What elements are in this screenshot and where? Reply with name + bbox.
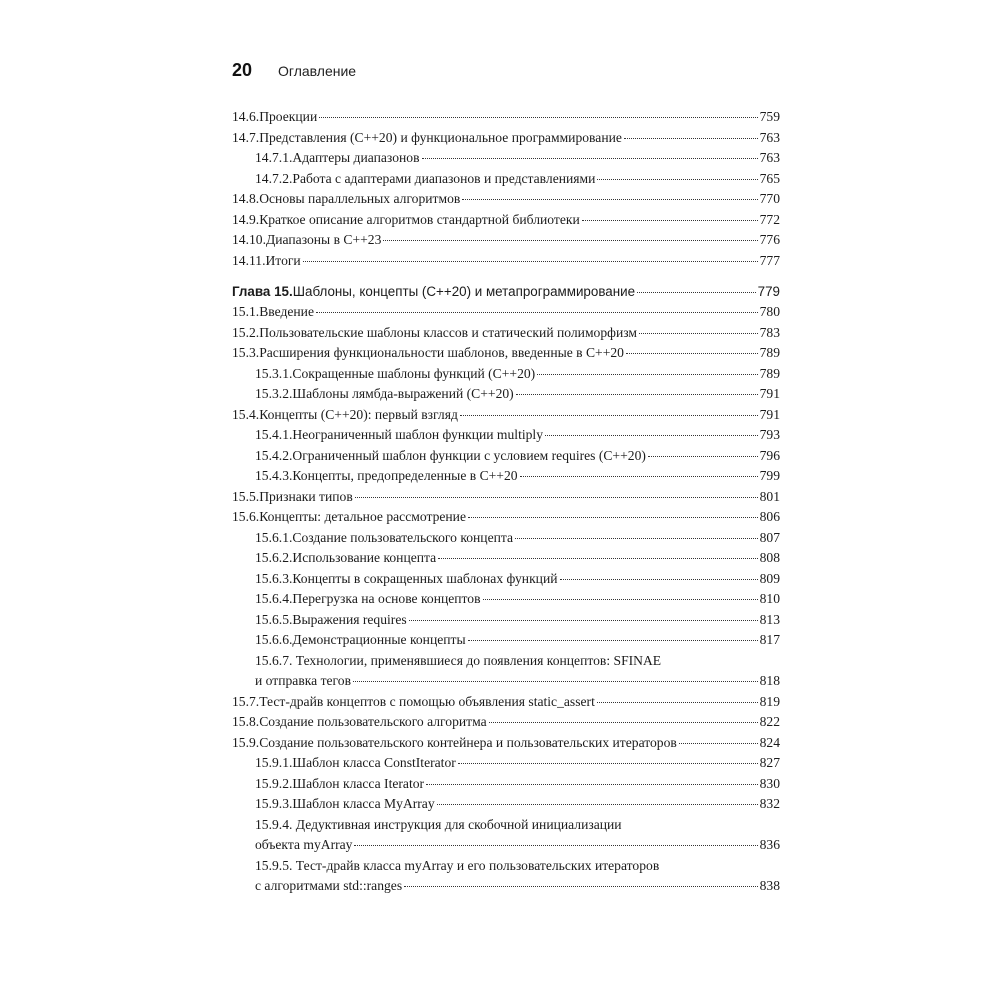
toc-entry-line	[232, 487, 780, 508]
dot-leader	[404, 885, 757, 887]
toc-entry-number: 15.9.2.	[255, 775, 293, 791]
toc-entry-number: 15.8.	[232, 714, 260, 729]
toc-entry-line	[232, 405, 780, 426]
toc-entry-page: 763	[759, 129, 780, 145]
toc-entry-number: 15.6.6.	[255, 632, 293, 647]
toc-entry-number: 15.2.	[232, 324, 260, 340]
toc-entry-title: Адаптеры диапазонов	[292, 150, 420, 165]
dot-leader	[458, 762, 758, 764]
toc-entry-line	[232, 323, 780, 344]
toc-entry-title: Создание пользовательского контейнера и пользовательских итераторов	[259, 734, 677, 750]
toc-entry	[232, 425, 780, 446]
toc-entry-page: 813	[759, 611, 780, 627]
toc-entry	[232, 364, 780, 385]
toc-entry-number: 15.5.	[232, 488, 260, 504]
dot-leader	[460, 414, 758, 416]
toc-entry-number: 15.9.3.	[255, 796, 293, 811]
toc-entry-first-line	[255, 651, 780, 672]
toc-entry-title: Шаблон класса ConstIterator	[292, 755, 456, 770]
toc-entry-number: 14.7.1.	[255, 150, 293, 165]
toc-entry-number: 15.4.	[232, 406, 260, 422]
toc-entry-title: Концепты, предопределенные в C++20	[292, 468, 518, 483]
toc-entry-title: Перегрузка на основе концептов	[292, 591, 481, 606]
dot-leader	[624, 137, 758, 139]
dot-leader	[319, 116, 757, 118]
toc-entry-title: Демонстрационные концепты	[292, 632, 466, 647]
toc-entry-line	[232, 733, 780, 754]
toc-entry	[232, 230, 780, 251]
toc-entry-title: Диапазоны в C++23	[265, 232, 382, 247]
toc-entry-line	[255, 364, 780, 385]
toc-entry-line	[232, 107, 780, 128]
toc-entry-number: 14.6.	[232, 109, 260, 124]
dot-leader	[355, 496, 758, 498]
toc-entry	[232, 569, 780, 590]
toc-entry-title: Использование концепта	[292, 550, 437, 565]
toc-entry-first-line	[255, 815, 780, 836]
toc-entry-line	[255, 569, 780, 590]
toc-entry-line	[255, 148, 780, 169]
toc-entry-page: 780	[759, 304, 780, 319]
toc-entry	[232, 610, 780, 631]
dot-leader	[316, 311, 758, 313]
toc-entry	[232, 107, 780, 128]
toc-entry-title: Основы параллельных алгоритмов	[259, 191, 461, 206]
toc-entry-line	[255, 835, 780, 856]
dot-leader	[468, 639, 758, 641]
toc-entry-title: Тест-драйв концептов с помощью объявления static_assert	[259, 693, 595, 709]
toc-entry	[232, 446, 780, 467]
toc-entry	[232, 251, 780, 272]
toc-entry	[232, 507, 780, 528]
toc-entry-title: Выражения requires	[292, 611, 407, 627]
dot-leader	[515, 537, 758, 539]
toc-entry	[232, 733, 780, 754]
toc-entry-page: 770	[759, 191, 780, 206]
dot-leader	[516, 393, 758, 395]
dot-leader	[639, 332, 758, 334]
toc-entry-line	[255, 169, 780, 190]
toc-entry-page: 791	[759, 406, 780, 422]
toc-entry-number: 15.3.2.	[255, 386, 293, 401]
toc-entry-line	[232, 230, 780, 251]
toc-entry-page: 827	[759, 755, 780, 770]
toc-entry-line	[232, 128, 780, 149]
dot-leader	[422, 157, 758, 159]
toc-entry-page: 810	[759, 591, 780, 606]
toc-entry-line	[232, 343, 780, 364]
toc-entry-line	[255, 671, 780, 692]
toc-entry-page: 793	[759, 427, 780, 442]
toc-entry-title: Шаблон класса MyArray	[292, 796, 435, 811]
toc-entry-title: Представления (C++20) и функциональное программирование	[259, 129, 622, 145]
toc-entry-number: 15.9.4.	[255, 816, 293, 832]
toc-entry	[232, 148, 780, 169]
toc-entry-title: Работа с адаптерами диапазонов и представлениями	[292, 170, 596, 186]
toc-entry-page: 832	[759, 796, 780, 811]
dot-leader	[483, 598, 758, 600]
toc-entry-line	[255, 548, 780, 569]
toc-entry-title: Концепты (C++20): первый взгляд	[259, 406, 458, 422]
toc-entry-number: 15.7.	[232, 693, 260, 709]
toc-entry	[232, 815, 780, 856]
toc-entry-title: Пользовательские шаблоны классов и статический полиморфизм	[259, 324, 637, 340]
toc-entry	[232, 405, 780, 426]
toc-entry-title: Сокращенные шаблоны функций (C++20)	[292, 365, 536, 381]
toc-entry	[232, 323, 780, 344]
toc-entry	[232, 169, 780, 190]
toc-entry-number: 15.1.	[232, 304, 260, 319]
toc-entry-page: 817	[759, 632, 780, 647]
dot-leader	[582, 219, 758, 221]
toc-entry	[232, 528, 780, 549]
toc-entry-page: 819	[759, 693, 780, 709]
toc-entry-number: 15.6.5.	[255, 611, 293, 627]
toc-entry-page: 772	[759, 211, 780, 227]
toc-entry-line	[255, 446, 780, 467]
toc-entry-title: Тест-драйв класса myArray и его пользовательских итераторов	[295, 857, 660, 873]
toc-entry	[232, 343, 780, 364]
toc-entry-line	[255, 384, 780, 405]
toc-entry-title: Шаблоны лямбда-выражений (C++20)	[292, 386, 514, 401]
toc-entry-number: 15.6.2.	[255, 550, 293, 565]
toc-entry-title: Итоги	[265, 252, 301, 268]
toc-entry	[232, 753, 780, 774]
toc-entry	[232, 384, 780, 405]
page-number: 20	[232, 60, 253, 80]
toc-entry	[232, 630, 780, 651]
toc-entry	[232, 548, 780, 569]
toc-chapter-entry	[232, 281, 780, 302]
toc-entry-number: 14.7.2.	[255, 170, 293, 186]
dot-leader	[648, 455, 758, 457]
toc-entry-number: 14.11.	[232, 252, 266, 268]
toc-entry-number: 15.3.1.	[255, 365, 293, 381]
toc-entry-number: 15.6.4.	[255, 591, 293, 606]
toc-entry-title: Шаблон класса Iterator	[292, 775, 425, 791]
toc-entry-number: 14.10.	[232, 232, 266, 247]
dot-leader	[383, 239, 757, 241]
toc-entry-number: 15.6.7.	[255, 652, 293, 668]
dot-leader	[545, 434, 758, 436]
dot-leader	[560, 578, 758, 580]
toc-entry-page: 776	[759, 232, 780, 247]
toc-entry	[232, 487, 780, 508]
toc-entry-page: 783	[759, 324, 780, 340]
toc-entry	[232, 589, 780, 610]
toc-entry-line	[255, 876, 780, 897]
toc-entry-line	[255, 630, 780, 651]
toc-entry-line	[232, 189, 780, 210]
toc-entry-number: 15.6.1.	[255, 529, 293, 545]
toc-entry-title: Ограниченный шаблон функции с условием requires (C++20)	[292, 447, 646, 463]
dot-leader	[438, 557, 757, 559]
toc-entry	[232, 794, 780, 815]
toc-entry-line	[255, 610, 780, 631]
toc-entry-number: 14.8.	[232, 191, 260, 206]
dot-leader	[303, 260, 758, 262]
toc-entry-first-line	[255, 856, 780, 877]
toc-entry-line	[232, 712, 780, 733]
toc-entry-title: Краткое описание алгоритмов стандартной библиотеки	[259, 211, 580, 227]
toc-entry-line	[232, 507, 780, 528]
toc-entry-page: 763	[759, 150, 780, 165]
toc-entry-page: 777	[759, 252, 780, 268]
toc-entry-page: 807	[759, 529, 780, 545]
toc-entry-page: 809	[759, 570, 780, 586]
toc-entry-title: Проекции	[259, 109, 318, 124]
toc-entry	[232, 774, 780, 795]
toc-entry-line	[255, 589, 780, 610]
toc-entry-number: 15.4.3.	[255, 468, 293, 483]
toc-entry-number: 15.4.1.	[255, 427, 293, 442]
toc-entry-line	[232, 692, 780, 713]
running-head: Оглавление	[278, 63, 357, 79]
toc-entry-page: 799	[759, 468, 780, 483]
toc-entry-number: 15.6.3.	[255, 570, 293, 586]
dot-leader	[437, 803, 758, 805]
toc-entry-page: 789	[759, 365, 780, 381]
toc-entry	[232, 856, 780, 897]
toc-entry-line	[232, 210, 780, 231]
toc-entry-title: Неограниченный шаблон функции multiply	[292, 427, 543, 442]
toc-entry-number: 15.6.	[232, 509, 260, 524]
toc-entry-page: 836	[759, 837, 780, 852]
dot-leader	[354, 844, 757, 846]
toc-entry	[232, 302, 780, 323]
toc-entry-page: 796	[759, 447, 780, 463]
toc-entry-page: 759	[759, 109, 780, 124]
toc-entry-number: 15.9.1.	[255, 755, 293, 770]
toc-entry-number: 15.9.5.	[255, 857, 293, 873]
toc-entry-line	[255, 466, 780, 487]
toc-entry-line	[232, 281, 780, 302]
toc-entry-number: 14.9.	[232, 211, 260, 227]
toc-entry-number: 14.7.	[232, 129, 260, 145]
dot-leader	[409, 619, 758, 621]
toc-entry-page: 765	[759, 170, 780, 186]
toc-entry-line	[232, 302, 780, 323]
toc-entry	[232, 189, 780, 210]
toc-entry-line	[255, 528, 780, 549]
toc-entry-page: 806	[759, 509, 780, 524]
toc-entry-number: 15.3.	[232, 345, 260, 360]
toc-entry-title-continued: и отправка тегов	[255, 673, 352, 688]
table-of-contents	[232, 107, 780, 897]
toc-entry-title: Расширения функциональности шаблонов, введенные в C++20	[259, 345, 624, 360]
page-header	[232, 60, 356, 81]
toc-chapter-label: Глава 15.	[232, 284, 293, 299]
toc-entry-line	[255, 794, 780, 815]
toc-entry-page: 801	[759, 488, 780, 504]
dot-leader	[426, 783, 758, 785]
toc-entry-title: Дедуктивная инструкция для скобочной инициализации	[295, 816, 622, 832]
toc-entry-page: 779	[757, 284, 780, 299]
toc-entry	[232, 210, 780, 231]
toc-entry	[232, 128, 780, 149]
dot-leader	[520, 475, 758, 477]
toc-entry-number: 15.9.	[232, 734, 260, 750]
toc-entry-title: Шаблоны, концепты (C++20) и метапрограммирование	[292, 284, 636, 299]
toc-entry	[232, 466, 780, 487]
dot-leader	[468, 516, 758, 518]
dot-leader	[679, 742, 758, 744]
dot-leader	[626, 352, 758, 354]
toc-entry-number: 15.4.2.	[255, 447, 293, 463]
toc-entry-title: Введение	[259, 304, 314, 319]
dot-leader	[597, 178, 757, 180]
toc-entry-page: 830	[759, 775, 780, 791]
dot-leader	[597, 701, 758, 703]
toc-entry-page: 824	[759, 734, 780, 750]
toc-entry-title: Концепты в сокращенных шаблонах функций	[292, 570, 558, 586]
toc-entry-page: 838	[759, 878, 780, 893]
toc-entry-page: 808	[759, 550, 780, 565]
toc-entry-line	[232, 251, 780, 272]
toc-entry	[232, 692, 780, 713]
toc-entry-page: 791	[759, 386, 780, 401]
toc-entry-line	[255, 774, 780, 795]
toc-entry-title: Технологии, применявшиеся до появления концептов: SFINAE	[295, 652, 662, 668]
toc-entry-page: 822	[759, 714, 780, 729]
toc-entry-title: Создание пользовательского концепта	[292, 529, 514, 545]
toc-entry	[232, 712, 780, 733]
toc-entry-line	[255, 425, 780, 446]
dot-leader	[637, 291, 756, 293]
toc-entry-page: 818	[759, 673, 780, 688]
toc-entry-line	[255, 753, 780, 774]
toc-entry-title-continued: объекта myArray	[255, 837, 353, 852]
dot-leader	[489, 721, 758, 723]
toc-entry-title: Признаки типов	[259, 488, 353, 504]
dot-leader	[462, 198, 757, 200]
dot-leader	[537, 373, 757, 375]
dot-leader	[353, 680, 758, 682]
toc-entry-title: Создание пользовательского алгоритма	[259, 714, 487, 729]
toc-entry-title: Концепты: детальное рассмотрение	[259, 509, 466, 524]
toc-entry-title-continued: с алгоритмами std::ranges	[255, 878, 403, 893]
toc-entry	[232, 651, 780, 692]
toc-entry-page: 789	[759, 345, 780, 360]
